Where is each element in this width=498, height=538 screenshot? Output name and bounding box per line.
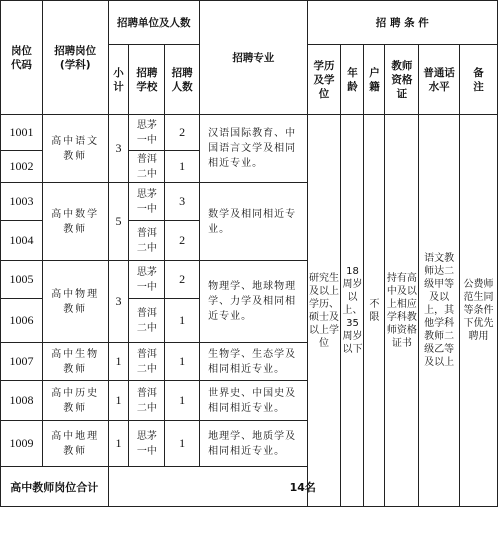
row-school: 思茅 一中 (129, 115, 165, 151)
condition-hukou: 不限 (364, 115, 385, 507)
row-code: 1009 (1, 421, 43, 467)
row-count: 2 (165, 221, 200, 261)
row-code: 1007 (1, 343, 43, 381)
header-subtotal: 小 计 (108, 45, 129, 115)
header-units-group: 招聘单位及人数 (108, 1, 200, 45)
row-count: 1 (165, 381, 200, 421)
header-major: 招聘专业 (200, 1, 307, 115)
row-post: 高中语文 教师 (42, 115, 108, 183)
header-school: 招聘 学校 (129, 45, 165, 115)
header-count: 招聘 人数 (165, 45, 200, 115)
header-cert: 教师 资格 证 (385, 45, 419, 115)
condition-education: 研究生及以上学历、硕士及以上学位 (307, 115, 341, 507)
row-school: 普洱 二中 (129, 381, 165, 421)
row-major: 物理学、地球物理学、力学及相同相近专业。 (200, 261, 307, 343)
row-count: 1 (165, 299, 200, 343)
header-code: 岗位 代码 (1, 1, 43, 115)
row-school: 普洱 二中 (129, 221, 165, 261)
row-code: 1004 (1, 221, 43, 261)
row-school: 普洱 二中 (129, 343, 165, 381)
header-hukou: 户 籍 (364, 45, 385, 115)
total-row (1, 467, 498, 507)
header-conditions: 招 聘 条 件 (307, 1, 497, 45)
total-value: 14名 (108, 467, 497, 507)
condition-cert: 持有高中及以上相应学科教师资格证书 (385, 115, 419, 507)
row-code: 1003 (1, 183, 43, 221)
row-subtotal: 1 (108, 343, 129, 381)
row-count: 1 (165, 151, 200, 183)
row-count: 2 (165, 115, 200, 151)
row-count: 1 (165, 343, 200, 381)
row-school: 思茅 一中 (129, 421, 165, 467)
row-code: 1008 (1, 381, 43, 421)
condition-note: 公费师范生同等条件下优先聘用 (460, 115, 498, 507)
header-mandarin: 普通话 水平 (419, 45, 460, 115)
row-post: 高中数学 教师 (42, 183, 108, 261)
row-school: 思茅 一中 (129, 183, 165, 221)
header-note: 备 注 (460, 45, 498, 115)
row-subtotal: 1 (108, 421, 129, 467)
row-major: 世界史、中国史及相同相近专业。 (200, 381, 307, 421)
condition-age: 18周岁以上、35周岁以下 (341, 115, 364, 507)
table-row (1, 115, 498, 151)
row-major: 地理学、地质学及相同相近专业。 (200, 421, 307, 467)
row-count: 2 (165, 261, 200, 299)
row-code: 1001 (1, 115, 43, 151)
row-subtotal: 5 (108, 183, 129, 261)
row-subtotal: 1 (108, 381, 129, 421)
row-major: 生物学、生态学及相同相近专业。 (200, 343, 307, 381)
condition-mandarin: 语文教师达二级甲等及以上，其他学科教师二级乙等及以上 (419, 115, 460, 507)
row-count: 1 (165, 421, 200, 467)
header-post: 招聘岗位 (学科) (42, 1, 108, 115)
row-major: 数学及相同相近专业。 (200, 183, 307, 261)
row-count: 3 (165, 183, 200, 221)
row-school: 普洱 二中 (129, 299, 165, 343)
header-education: 学历 及学 位 (307, 45, 341, 115)
row-major: 汉语国际教育、中国语言文学及相同相近专业。 (200, 115, 307, 183)
row-post: 高中历史 教师 (42, 381, 108, 421)
row-post: 高中物理 教师 (42, 261, 108, 343)
row-subtotal: 3 (108, 115, 129, 183)
row-school: 普洱 二中 (129, 151, 165, 183)
row-post: 高中地理 教师 (42, 421, 108, 467)
header-age: 年 龄 (341, 45, 364, 115)
total-label: 高中教师岗位合计 (1, 467, 109, 507)
row-code: 1006 (1, 299, 43, 343)
row-post: 高中生物 教师 (42, 343, 108, 381)
row-code: 1002 (1, 151, 43, 183)
row-code: 1005 (1, 261, 43, 299)
row-school: 思茅 一中 (129, 261, 165, 299)
row-subtotal: 3 (108, 261, 129, 343)
